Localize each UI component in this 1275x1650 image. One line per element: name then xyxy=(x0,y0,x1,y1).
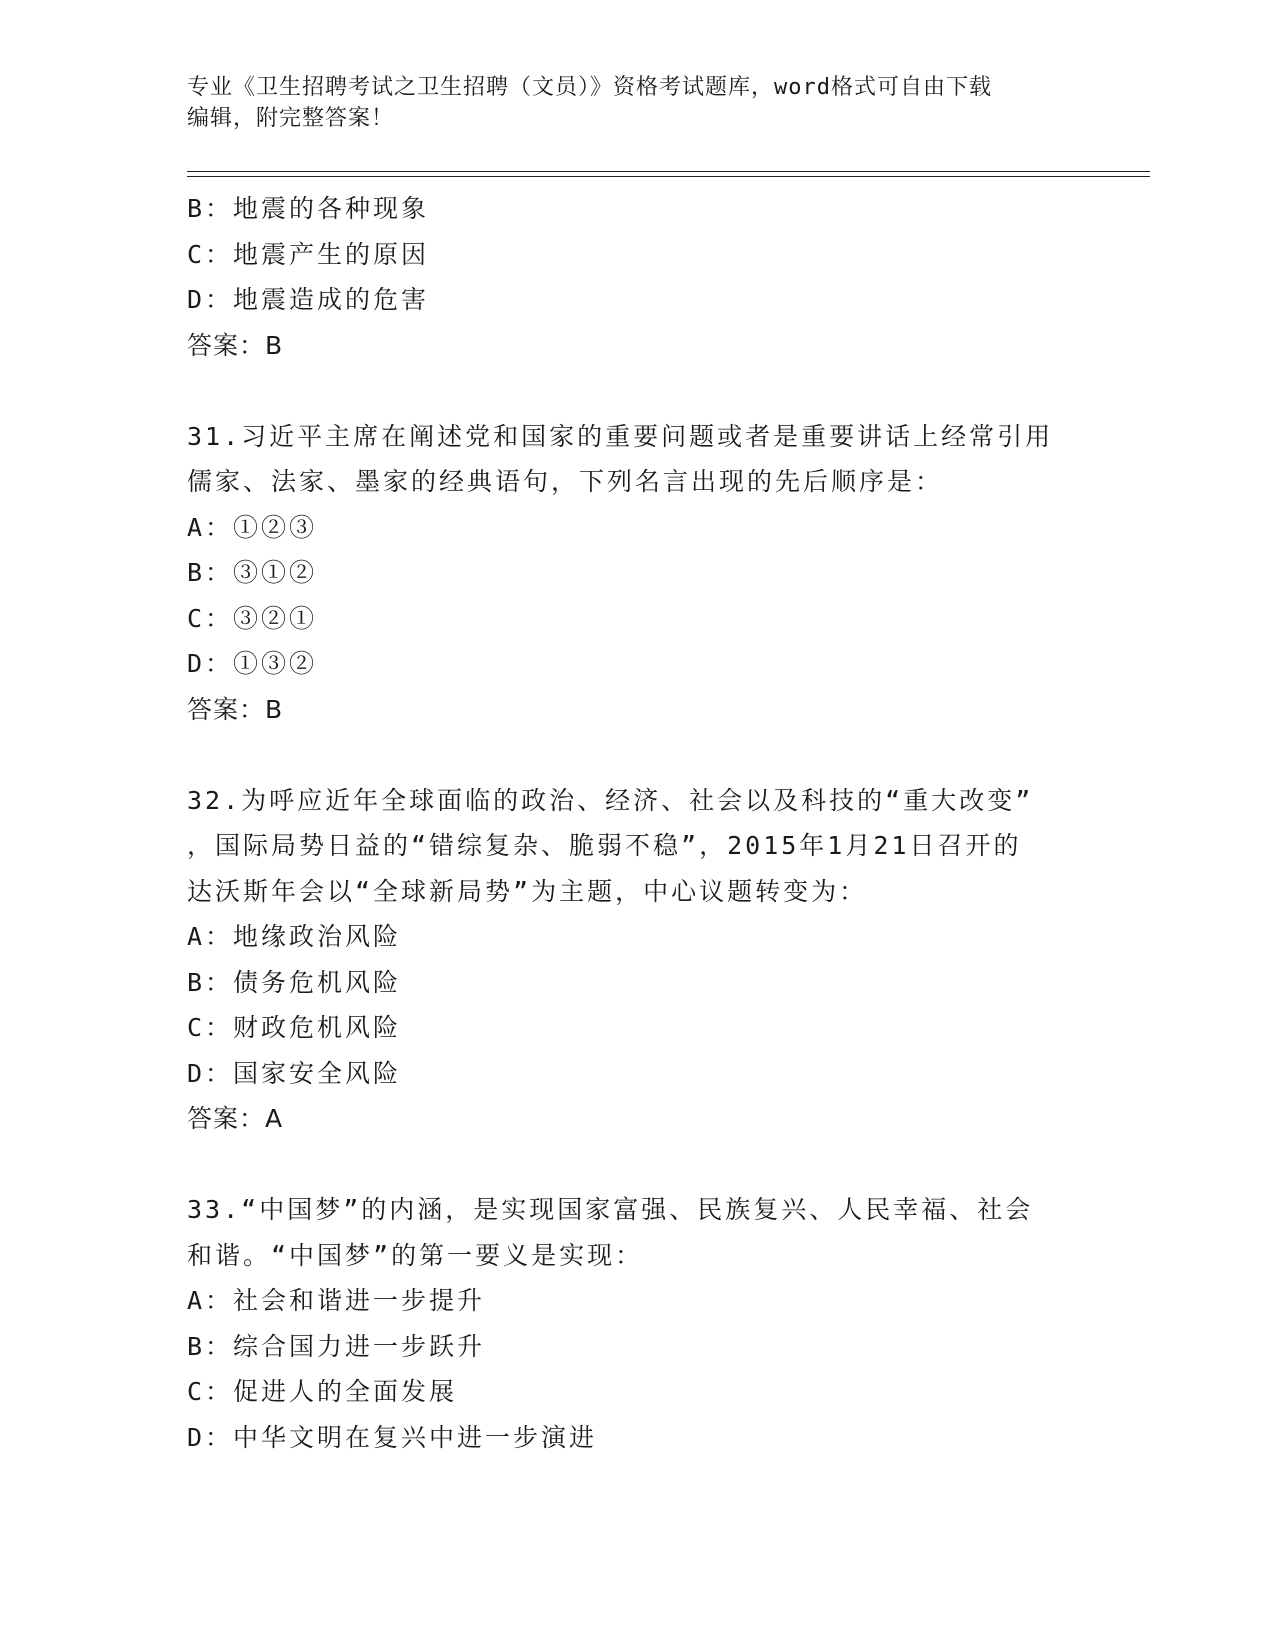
document-header xyxy=(187,72,1067,134)
option-c: C：财政危机风险 xyxy=(187,1013,402,1042)
spacer xyxy=(187,732,1087,778)
option-d: D：中华文明在复兴中进一步演进 xyxy=(187,1422,598,1452)
option-c: C：地震产生的原因 xyxy=(187,239,430,269)
question-text-line: 达沃斯年会以“全球新局势”为主题，中心议题转变为： xyxy=(187,876,868,906)
option-d: D：地震造成的危害 xyxy=(187,285,430,314)
option-d: D：①③② xyxy=(187,649,318,678)
answer-label: 答案：B xyxy=(187,694,284,724)
question-text-line: 31.习近平主席在阐述党和国家的重要问题或者是重要讲话上经常引用 xyxy=(187,421,1054,451)
answer-label: 答案：B xyxy=(187,330,284,360)
option-b: B：综合国力进一步跃升 xyxy=(187,1331,486,1361)
question-30-tail xyxy=(187,186,1087,368)
question-text-line: 33.“中国梦”的内涵，是实现国家富强、民族复兴、人民幸福、社会 xyxy=(187,1195,1034,1224)
option-b: B：债务危机风险 xyxy=(187,967,402,997)
spacer xyxy=(187,368,1087,414)
option-c: C：③②① xyxy=(187,603,318,633)
question-text-line: 和谐。“中国梦”的第一要义是实现： xyxy=(187,1240,644,1270)
option-d: D：国家安全风险 xyxy=(187,1058,402,1088)
answer-label: 答案：A xyxy=(187,1104,284,1133)
question-list xyxy=(187,186,1087,1460)
question-32 xyxy=(187,778,1087,1142)
option-a: A：社会和谐进一步提升 xyxy=(187,1286,486,1315)
header-line-2: 编辑，附完整答案！ xyxy=(187,106,395,131)
header-divider-top xyxy=(187,171,1150,172)
spacer xyxy=(187,1142,1087,1188)
option-b: B：地震的各种现象 xyxy=(187,194,430,223)
question-text-line: 32.为呼应近年全球面临的政治、经济、社会以及科技的“重大改变” xyxy=(187,785,1034,815)
question-31 xyxy=(187,414,1087,733)
option-c: C：促进人的全面发展 xyxy=(187,1377,458,1406)
option-a: A：地缘政治风险 xyxy=(187,922,402,951)
option-a: A：①②③ xyxy=(187,512,318,542)
header-divider-bottom xyxy=(187,176,1150,177)
question-text-line: 儒家、法家、墨家的经典语句，下列名言出现的先后顺序是： xyxy=(187,467,944,496)
question-text-line: ，国际局势日益的“错综复杂、脆弱不稳”，2015年1月21日召开的 xyxy=(187,831,1022,860)
option-b: B：③①② xyxy=(187,558,318,587)
header-line-1: 专业《卫生招聘考试之卫生招聘（文员）》资格考试题库，word格式可自由下载 xyxy=(187,75,992,100)
question-33 xyxy=(187,1187,1087,1460)
